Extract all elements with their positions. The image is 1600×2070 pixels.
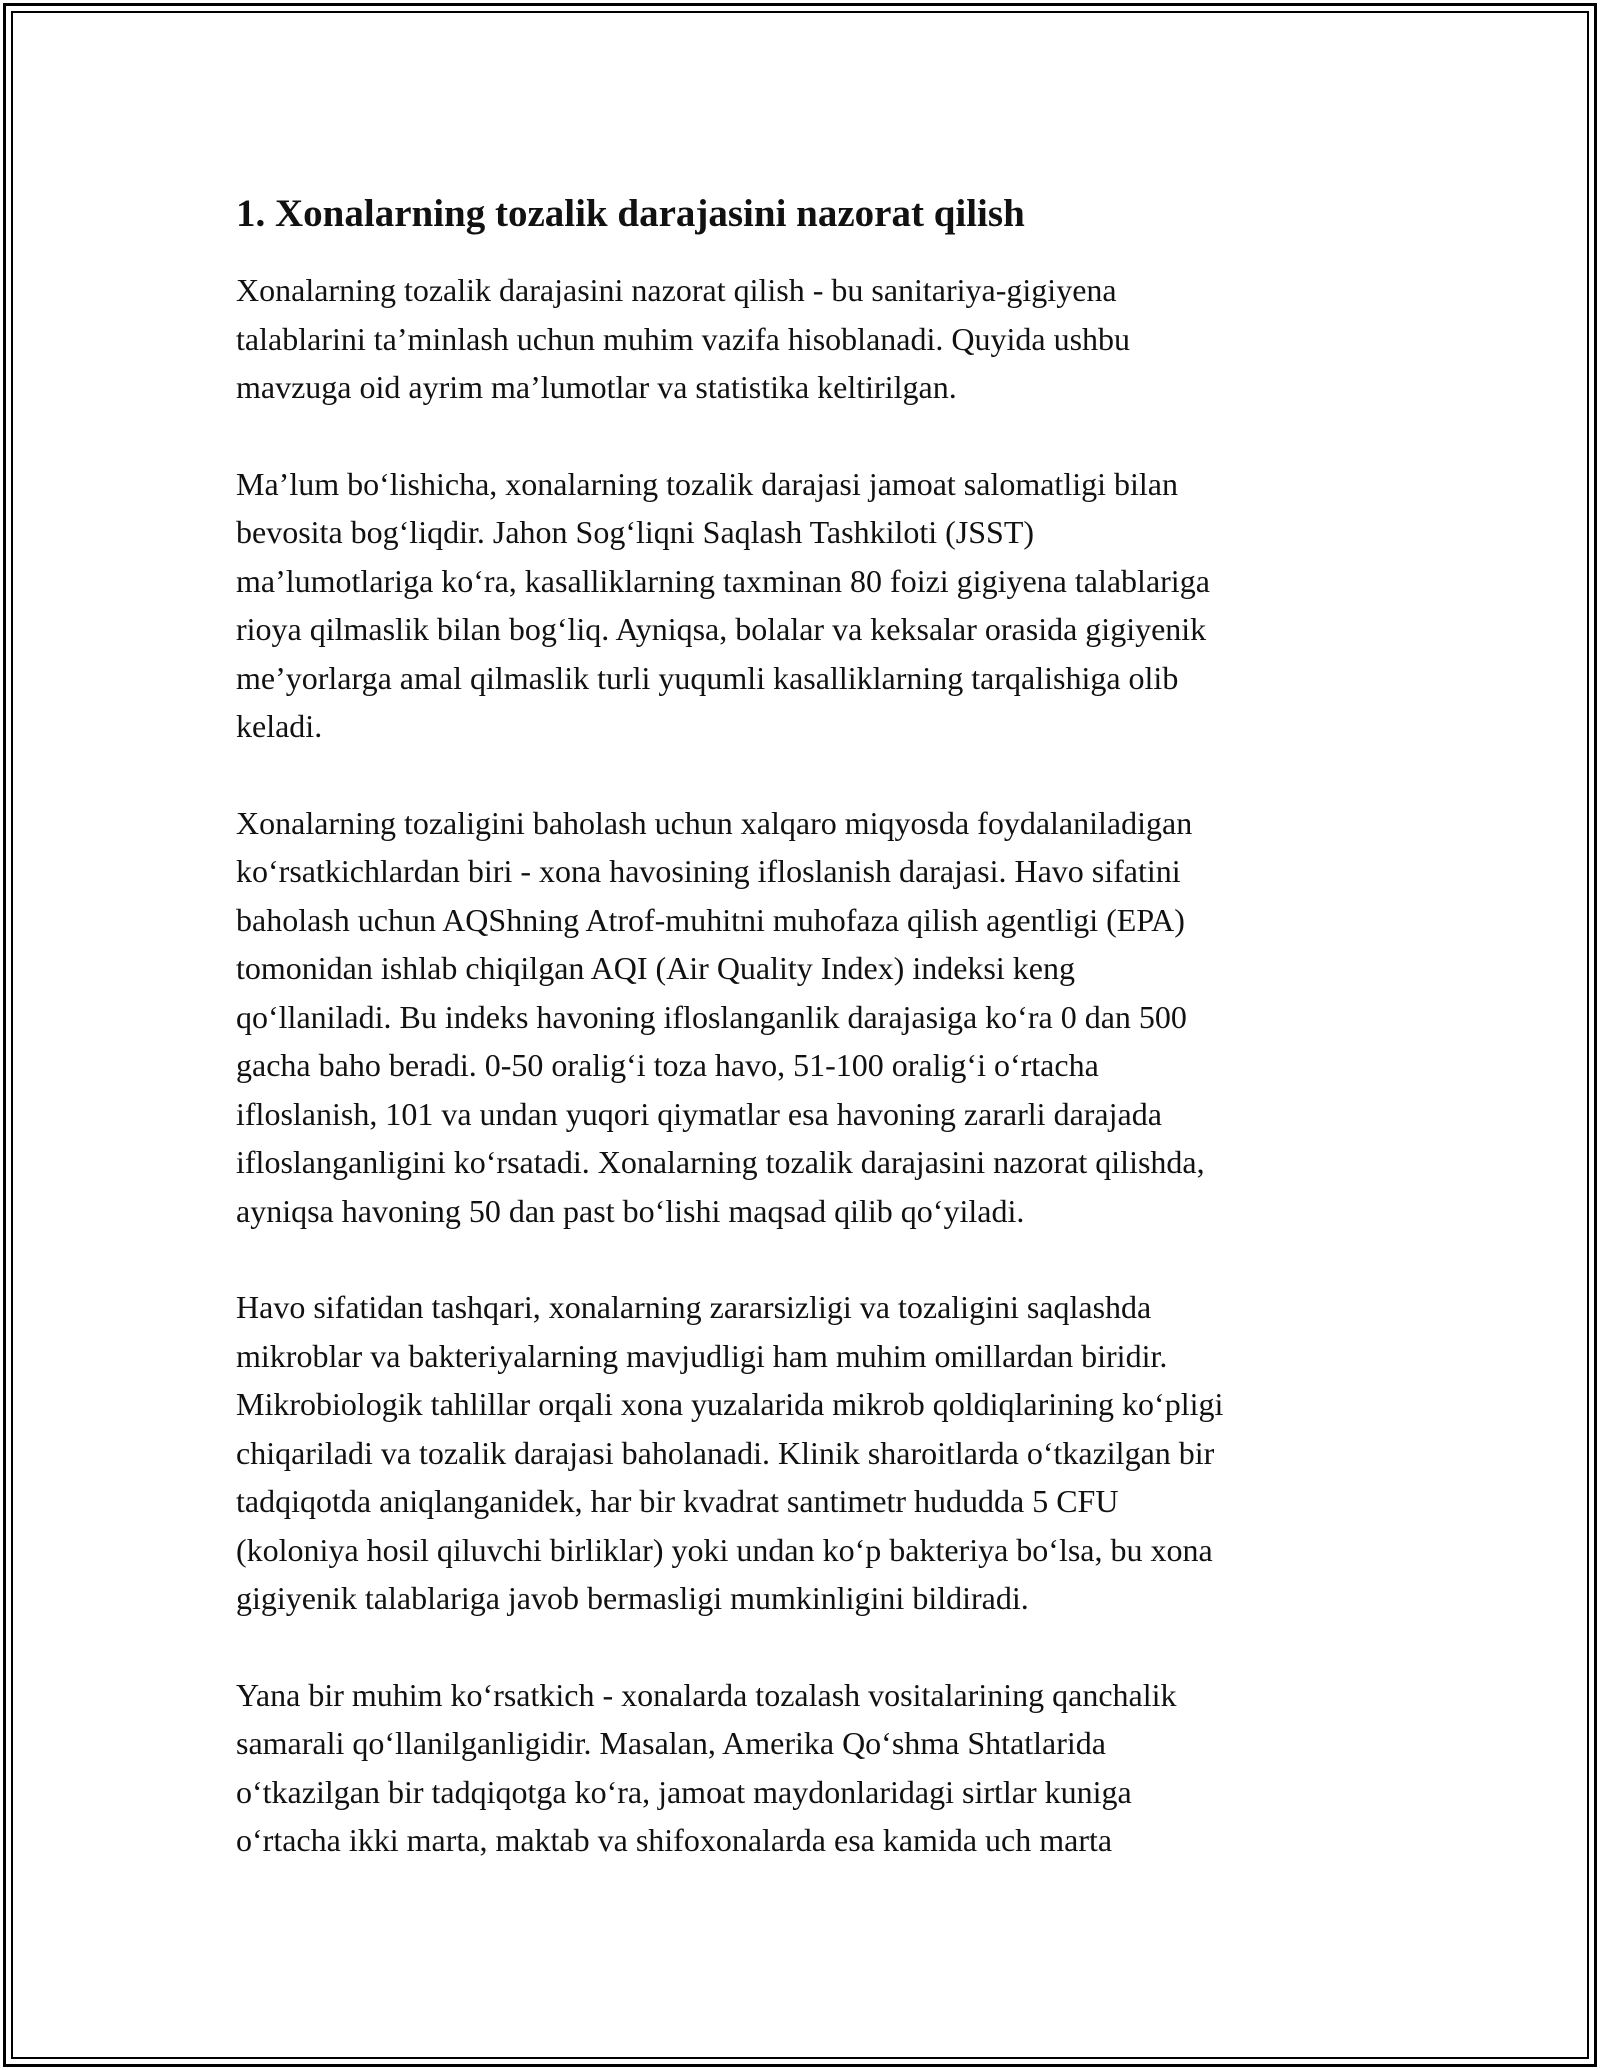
text-line: bevosita bog‘liqdir. Jahon Sog‘liqni Saqlash Tashkiloti (JSST) [236, 514, 1035, 550]
document-body [236, 190, 1386, 1913]
text-line: qo‘llaniladi. Bu indeks havoning ifloslanganlik darajasiga ko‘ra 0 dan 500 [236, 998, 1187, 1035]
paragraph-2 [236, 460, 1386, 751]
text-line: rioya qilmaslik bilan bog‘liq. Ayniqsa, bolalar va keksalar orasida gigiyenik [236, 611, 1207, 647]
section-heading: 1. Xonalarning tozalik darajasini nazorat qilish [236, 192, 1025, 235]
text-line: me’yorlarga amal qilmaslik turli yuqumli kasalliklarning tarqalishiga olib [236, 659, 1179, 696]
text-line: Yana bir muhim ko‘rsatkich - xonalarda tozalash vositalarining qanchalik [236, 1676, 1177, 1713]
text-line: mikroblar va bakteriyalarning mavjudligi ham muhim omillardan biridir. [236, 1337, 1168, 1374]
text-line: mavzuga oid ayrim ma’lumotlar va statistika keltirilgan. [236, 369, 957, 405]
text-line: baholash uchun AQShning Atrof-muhitni muhofaza qilish agentligi (EPA) [236, 901, 1185, 938]
text-line: Xonalarning tozaligini baholash uchun xalqaro miqyosda foydalaniladigan [236, 804, 1193, 841]
text-line: gigiyenik talablariga javob bermasligi mumkinligini bildiradi. [236, 1580, 1029, 1616]
text-line: tadqiqotda aniqlanganidek, har bir kvadrat santimetr hududda 5 CFU [236, 1483, 1119, 1519]
paragraph-5 [236, 1671, 1386, 1865]
text-line: o‘tkazilgan bir tadqiqotga ko‘ra, jamoat maydonlaridagi sirtlar kuniga [236, 1773, 1132, 1810]
paragraph-4 [236, 1283, 1386, 1623]
text-line: ifloslanish, 101 va undan yuqori qiymatlar esa havoning zararli darajada [236, 1095, 1162, 1132]
paragraph-1 [236, 266, 1386, 412]
text-line: keladi. [236, 708, 323, 744]
text-line: talablarini ta’minlash uchun muhim vazifa hisoblanadi. Quyida ushbu [236, 320, 1131, 357]
text-line: ma’lumotlariga ko‘ra, kasalliklarning taxminan 80 foizi gigiyena talablariga [236, 562, 1210, 599]
text-line: Mikrobiologik tahlillar orqali xona yuzalarida mikrob qoldiqlarining ko‘pligi [236, 1386, 1224, 1422]
text-line: ifloslanganligini ko‘rsatadi. Xonalarning tozalik darajasini nazorat qilishda, [236, 1144, 1205, 1180]
text-line: gacha baho beradi. 0-50 oralig‘i toza havo, 51-100 oralig‘i o‘rtacha [236, 1047, 1099, 1083]
text-line: (koloniya hosil qiluvchi birliklar) yoki undan ko‘p bakteriya bo‘lsa, bu xona [236, 1531, 1213, 1568]
paragraph-3 [236, 799, 1386, 1236]
text-line: Havo sifatidan tashqari, xonalarning zararsizligi va tozaligini saqlashda [236, 1289, 1152, 1325]
text-line: Ma’lum bo‘lishicha, xonalarning tozalik darajasi jamoat salomatligi bilan [236, 465, 1178, 502]
text-line: chiqariladi va tozalik darajasi baholanadi. Klinik sharoitlarda o‘tkazilgan bir [236, 1434, 1215, 1471]
text-line: Xonalarning tozalik darajasini nazorat qilish - bu sanitariya-gigiyena [236, 272, 1117, 308]
text-line: tomonidan ishlab chiqilgan AQI (Air Quality Index) indeksi keng [236, 950, 1075, 986]
text-line: samarali qo‘llanilganligidir. Masalan, Amerika Qo‘shma Shtatlarida [236, 1725, 1106, 1761]
text-line: ayniqsa havoning 50 dan past bo‘lishi maqsad qilib qo‘yiladi. [236, 1192, 1025, 1229]
text-line: ko‘rsatkichlardan biri - xona havosining ifloslanish darajasi. Havo sifatini [236, 853, 1181, 889]
text-line: o‘rtacha ikki marta, maktab va shifoxonalarda esa kamida uch marta [236, 1822, 1113, 1858]
